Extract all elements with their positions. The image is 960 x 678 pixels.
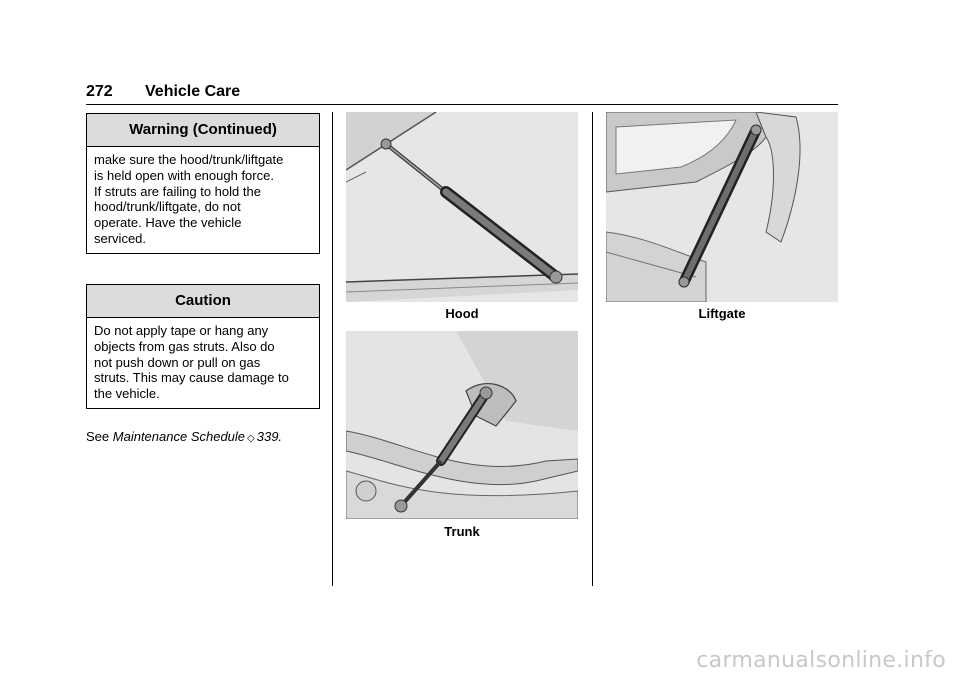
hood-figure xyxy=(346,112,578,302)
column-divider-right xyxy=(592,112,593,586)
trunk-caption: Trunk xyxy=(444,524,480,539)
liftgate-caption: Liftgate xyxy=(698,306,746,321)
see-reference xyxy=(86,429,282,444)
column-divider-left xyxy=(332,112,333,586)
warning-body xyxy=(87,147,319,253)
reference-prefix: See xyxy=(86,429,110,444)
trunk-illustration xyxy=(346,331,578,519)
warning-title: Warning (Continued) xyxy=(87,114,319,147)
caution-body xyxy=(87,318,319,408)
caution-line: Do not apply tape or hang any xyxy=(94,323,269,338)
liftgate-illustration xyxy=(606,112,838,302)
page-number: 272 xyxy=(86,83,113,100)
section-title: Vehicle Care xyxy=(145,83,241,100)
reference-page[interactable]: 339. xyxy=(256,429,283,444)
hood-caption: Hood xyxy=(445,306,479,321)
trunk-figure xyxy=(346,331,578,519)
watermark: carmanualsonline.info xyxy=(696,648,946,673)
warning-line: make sure the hood/trunk/liftgate xyxy=(94,152,284,167)
cross-reference-icon: ◇ xyxy=(247,433,255,444)
maintenance-schedule-link[interactable]: Maintenance Schedule xyxy=(112,429,246,444)
warning-line: operate. Have the vehicle xyxy=(94,215,242,231)
caution-title: Caution xyxy=(87,285,319,318)
warning-line: serviced. xyxy=(94,230,147,246)
liftgate-figure xyxy=(606,112,838,302)
warning-line: is held open with enough force. xyxy=(94,167,274,183)
caution-box xyxy=(86,284,320,409)
warning-box xyxy=(86,113,320,254)
warning-line: hood/trunk/liftgate, do not xyxy=(94,199,241,215)
hood-illustration xyxy=(346,112,578,302)
caution-line: struts. This may cause damage to xyxy=(94,370,289,386)
warning-line: If struts are failing to hold the xyxy=(94,183,261,199)
caution-line: objects from gas struts. Also do xyxy=(94,338,275,354)
caution-line: not push down or pull on gas xyxy=(94,354,261,370)
page-header xyxy=(86,82,838,105)
caution-line: the vehicle. xyxy=(94,386,160,402)
